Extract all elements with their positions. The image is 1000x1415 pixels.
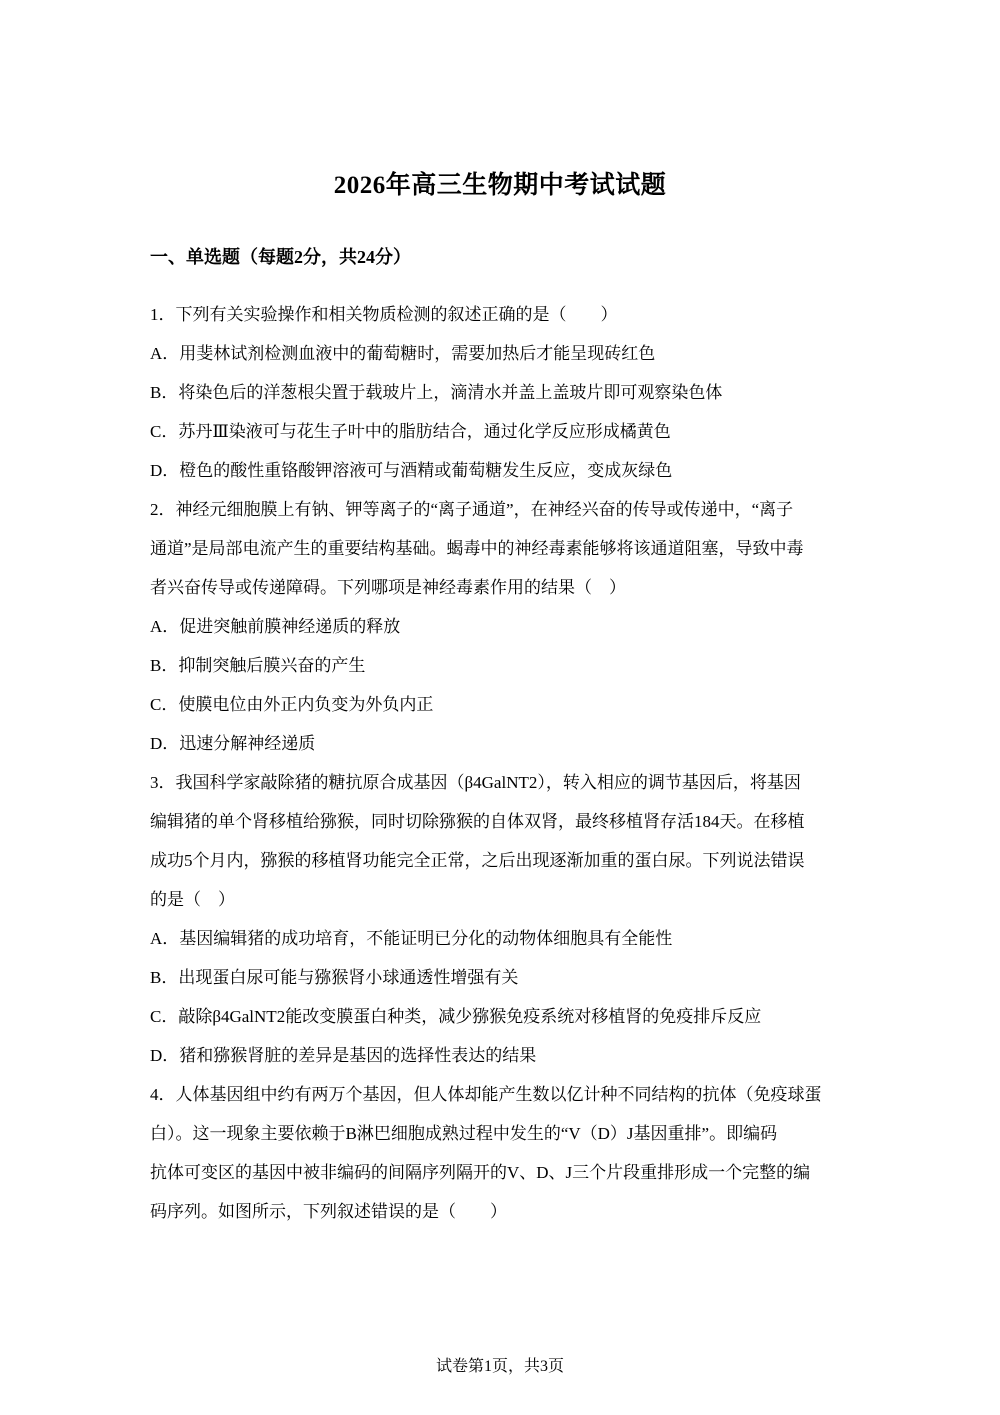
- page-footer: 试卷第1页，共3页: [435, 1358, 564, 1375]
- text-line: 通道”是局部电流产生的重要结构基础。蝎毒中的神经毒素能够将该通道阻塞，导致中毒: [150, 539, 804, 558]
- text-line: 码序列。如图所示，下列叙述错误的是（ ）: [150, 1202, 507, 1221]
- text-line: D．迅速分解神经递质: [150, 734, 316, 753]
- document-title: 2026年高三生物期中考试试题: [333, 172, 667, 199]
- text-line: 1．下列有关实验操作和相关物质检测的叙述正确的是（ ）: [150, 305, 618, 324]
- text-line: 3．我国科学家敲除猪的糖抗原合成基因（β4GalNT2），转入相应的调节基因后，将基因: [150, 773, 801, 792]
- text-line: 的是（ ）: [150, 890, 235, 909]
- question-content: [150, 295, 850, 1231]
- text-line: 成功5个月内，猕猴的移植肾功能完全正常，之后出现逐渐加重的蛋白尿。下列说法错误: [150, 851, 805, 870]
- text-line: 4．人体基因组中约有两万个基因，但人体却能产生数以亿计种不同结构的抗体（免疫球蛋: [150, 1085, 822, 1104]
- text-line: B．抑制突触后膜兴奋的产生: [150, 656, 366, 675]
- text-line: D．橙色的酸性重铬酸钾溶液可与酒精或葡萄糖发生反应，变成灰绿色: [150, 461, 673, 480]
- text-line: A．基因编辑猪的成功培育，不能证明已分化的动物体细胞具有全能性: [150, 929, 673, 948]
- text-line: A．促进突触前膜神经递质的释放: [150, 617, 401, 636]
- text-line: D．猪和猕猴肾脏的差异是基因的选择性表达的结果: [150, 1046, 537, 1065]
- text-line: C．敲除β4GalNT2能改变膜蛋白种类，减少猕猴免疫系统对移植肾的免疫排斥反应: [150, 1007, 762, 1026]
- text-line: 2．神经元细胞膜上有钠、钾等离子的“离子通道”，在神经兴奋的传导或传递中，“离子: [150, 500, 794, 519]
- text-line: A．用斐林试剂检测血液中的葡萄糖时，需要加热后才能呈现砖红色: [150, 344, 656, 363]
- text-line: B．将染色后的洋葱根尖置于载玻片上，滴清水并盖上盖玻片即可观察染色体: [150, 383, 723, 402]
- text-line: C．苏丹Ⅲ染液可与花生子叶中的脂肪结合，通过化学反应形成橘黄色: [150, 422, 671, 441]
- text-line: B．出现蛋白尿可能与猕猴肾小球通透性增强有关: [150, 968, 519, 987]
- text-line: C．使膜电位由外正内负变为外负内正: [150, 695, 434, 714]
- text-line: 编辑猪的单个肾移植给猕猴，同时切除猕猴的自体双肾，最终移植肾存活184天。在移植: [150, 812, 805, 831]
- section-heading: 一、单选题（每题2分，共24分）: [150, 247, 411, 267]
- text-line: 抗体可变区的基因中被非编码的间隔序列隔开的V、D、J三个片段重排形成一个完整的编: [150, 1163, 811, 1182]
- text-line: 白）。这一现象主要依赖于B淋巴细胞成熟过程中发生的“V（D）J基因重排”。即编码: [150, 1124, 778, 1143]
- text-line: 者兴奋传导或传递障碍。下列哪项是神经毒素作用的结果（ ）: [150, 578, 626, 597]
